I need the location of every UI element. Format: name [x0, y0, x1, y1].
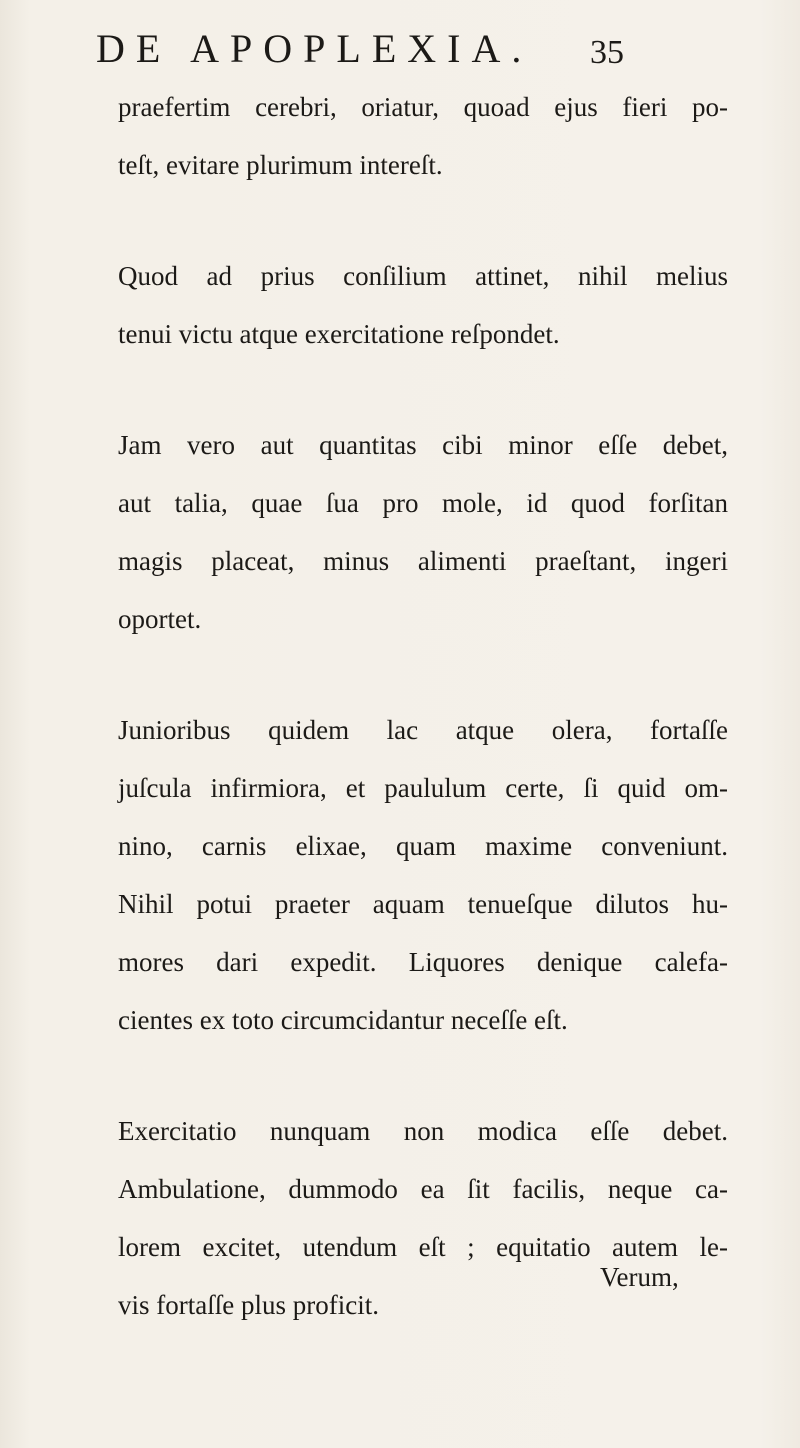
running-title: DE APOPLEXIA. — [96, 26, 533, 71]
text-line: teſt, evitare plurimum intereſt. — [118, 150, 443, 180]
text-line: mores dari expedit. Liquores denique calefa- — [118, 947, 728, 977]
text-line: Ambulatione, dummodo ea ſit facilis, neque ca- — [118, 1174, 728, 1204]
paragraph-3 — [118, 416, 728, 648]
text-line: Exercitatio nunquam non modica eſſe debet. — [118, 1116, 728, 1146]
text-line: aut talia, quae ſua pro mole, id quod forſitan — [118, 488, 728, 518]
text-line: tenui victu atque exercitatione reſpondet. — [118, 319, 560, 349]
text-line: oportet. — [118, 604, 202, 634]
text-line: praefertim cerebri, oriatur, quoad ejus fieri po- — [118, 92, 728, 122]
text-line: Nihil potui praeter aquam tenueſque dilutos hu- — [118, 889, 728, 919]
running-head — [0, 24, 800, 74]
catchword: Verum, — [600, 1262, 679, 1292]
paragraph-2 — [118, 247, 728, 363]
text-line: Jam vero aut quantitas cibi minor eſſe debet, — [118, 430, 728, 460]
text-line: vis fortaſſe plus proficit. — [118, 1290, 379, 1320]
text-line: lorem excitet, utendum eſt ; equitatio autem le- — [118, 1232, 728, 1262]
text-line: Quod ad prius conſilium attinet, nihil melius — [118, 261, 728, 291]
text-line: nino, carnis elixae, quam maxime conveniunt. — [118, 831, 728, 861]
text-line: magis placeat, minus alimenti praeſtant, ingeri — [118, 546, 728, 576]
text-line: cientes ex toto circumcidantur neceſſe eſt. — [118, 1005, 568, 1035]
paragraph-4 — [118, 701, 728, 1049]
text-line: Junioribus quidem lac atque olera, fortaſſe — [118, 715, 728, 745]
text-line: juſcula infirmiora, et paululum certe, ſi quid om- — [118, 773, 728, 803]
body-text — [118, 78, 728, 1387]
paragraph-1 — [118, 78, 728, 194]
page-number: 35 — [590, 34, 624, 71]
